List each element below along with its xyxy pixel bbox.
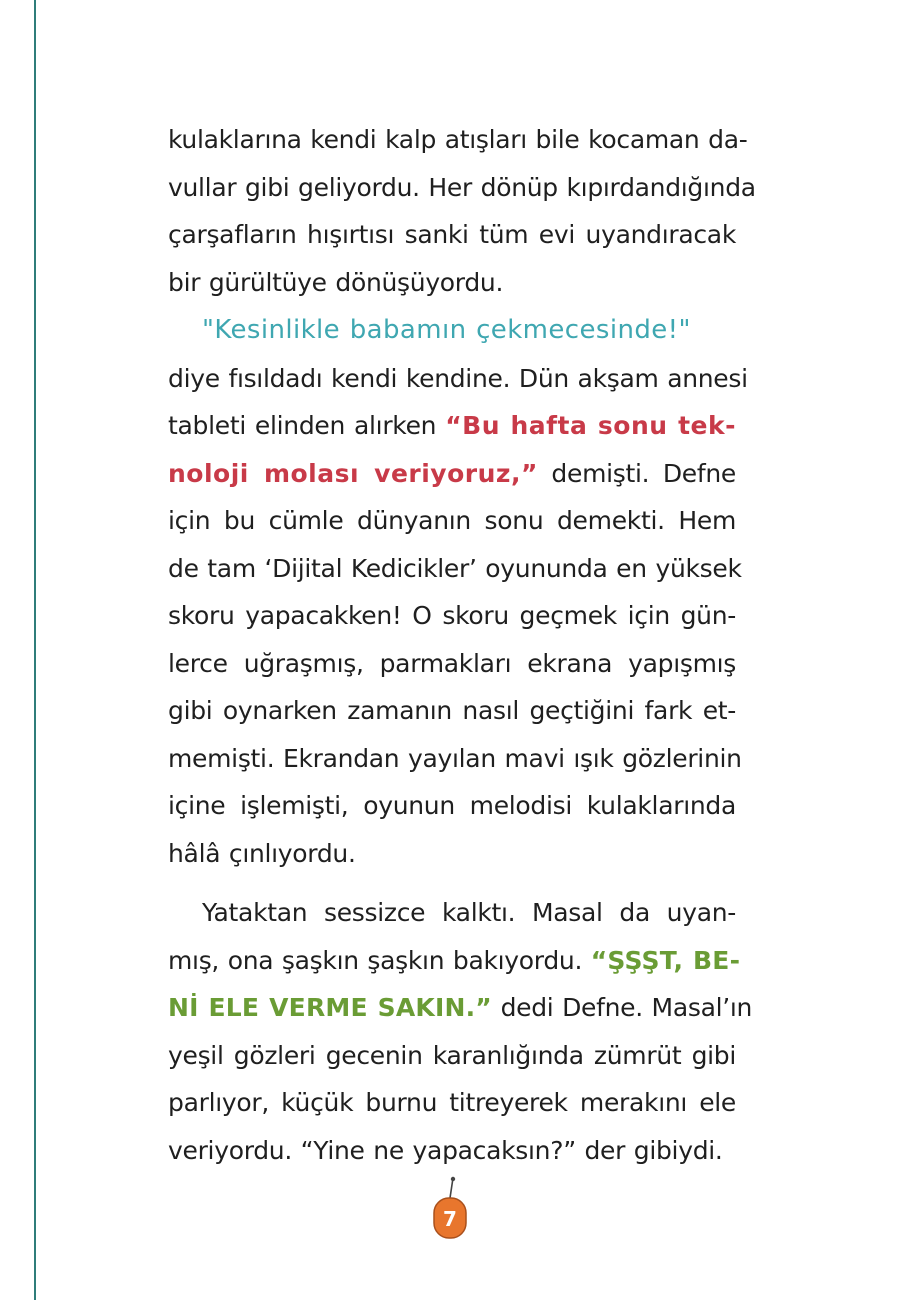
text-line: bir gürültüye dönüşüyordu. [168, 267, 504, 297]
story-text [168, 116, 756, 1174]
text-line: skoru yapacakken! O skoru geçmek için gün- [168, 601, 736, 630]
text-line [168, 984, 753, 1032]
green-quote-part-2: Nİ ELE VERME SAKIN.” [168, 993, 492, 1022]
text-line: için bu cümle dünyanın sonu demekti. Hem [168, 506, 736, 535]
text-line: memişti. Ekrandan yayılan mavi ışık gözlerinin [168, 743, 742, 773]
text-line: vullar gibi geliyordu. Her dönüp kıpırdandığında [168, 172, 756, 202]
badge-antenna-tip [451, 1177, 455, 1181]
text-segment: tableti elinden alırken [168, 411, 446, 440]
page-number-badge [430, 1176, 470, 1252]
text-line [168, 937, 741, 985]
text-line: Yataktan sessizce kalktı. Masal da uyan- [202, 898, 736, 927]
text-segment: dedi Defne. Masal’ın [491, 993, 753, 1022]
paragraph-gap [168, 877, 736, 889]
page-edge-line [34, 0, 36, 1300]
red-quote-part-1: “Bu hafta sonu tek- [445, 411, 736, 440]
red-quote-part-2: noloji molası veriyoruz,” [168, 458, 538, 488]
page-number: 7 [443, 1207, 457, 1231]
text-line: kulaklarına kendi kalp atışları bile kocaman da- [168, 125, 748, 154]
text-line: veriyordu. “Yine ne yapacaksın?” der gibiydi. [168, 1135, 723, 1165]
text-line: parlıyor, küçük burnu titreyerek merakını ele [168, 1088, 736, 1117]
text-line: de tam ‘Dijital Kedicikler’ oyununda en yüksek [168, 553, 742, 583]
text-line: içine işlemişti, oyunun melodisi kulaklarında [168, 791, 736, 820]
green-quote-part-1: “ŞŞŞT, BE- [590, 945, 741, 975]
text-line: diye fısıldadı kendi kendine. Dün akşam annesi [168, 363, 748, 393]
text-line: hâlâ çınlıyordu. [168, 838, 356, 868]
whisper-quote: "Kesinlikle babamın çekmecesinde!" [202, 315, 691, 345]
text-line: lerce uğraşmış, parmakları ekrana yapışmış [168, 648, 736, 678]
text-line [168, 402, 736, 450]
text-line [168, 450, 736, 498]
text-line: gibi oynarken zamanın nasıl geçtiğini fark et- [168, 696, 736, 725]
text-line: yeşil gözleri gecenin karanlığında zümrüt gibi [168, 1040, 736, 1070]
text-line: çarşafların hışırtısı sanki tüm evi uyandıracak [168, 220, 736, 249]
whisper-quote-line [168, 306, 736, 355]
text-segment: mış, ona şaşkın şaşkın bakıyordu. [168, 945, 591, 975]
text-segment: demişti. Defne [537, 458, 736, 488]
